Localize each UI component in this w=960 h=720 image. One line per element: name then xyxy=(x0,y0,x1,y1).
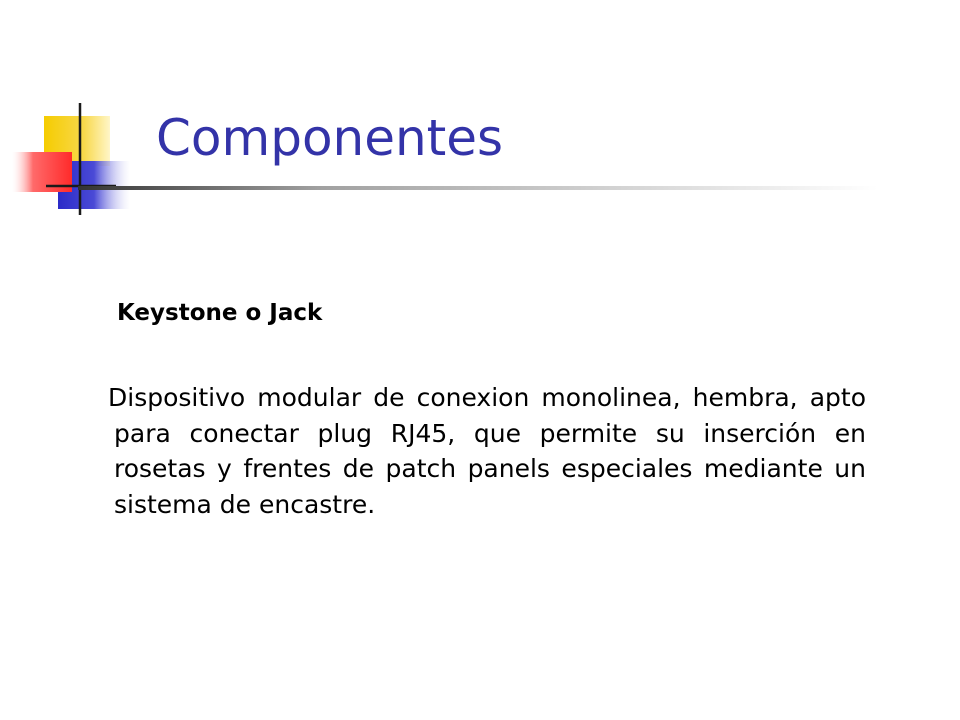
slide-body-text: Dispositivo modular de conexion monolinea, hembra, apto para conectar plug RJ45, que permite su inserción en rosetas y frentes de patch panels especiales mediante un sistema de encastre. xyxy=(108,383,866,519)
squares-logo-icon xyxy=(0,95,150,225)
slide-title: Componentes xyxy=(156,109,504,167)
title-underline xyxy=(78,186,878,190)
slide-subtitle: Keystone o Jack xyxy=(117,300,323,326)
